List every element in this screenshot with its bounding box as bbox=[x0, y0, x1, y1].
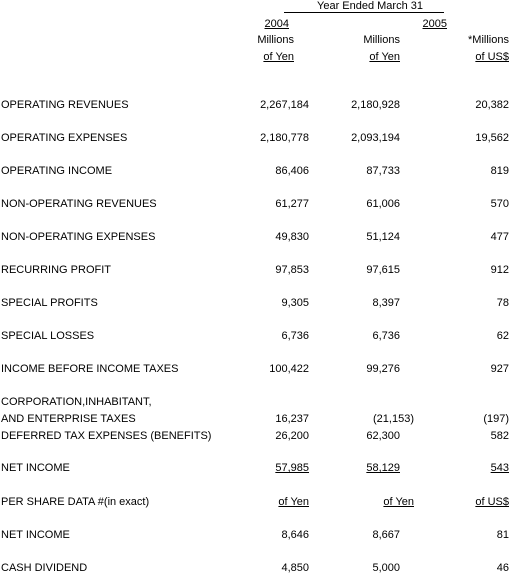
per-share-unit-col3: of US$ bbox=[475, 496, 509, 508]
value-2005: 8,397 bbox=[372, 297, 400, 309]
row-label-operating-expenses: OPERATING EXPENSES bbox=[1, 132, 128, 144]
value-usd: 78 bbox=[496, 297, 509, 309]
value-2004: 6,736 bbox=[281, 330, 309, 342]
value-usd: 912 bbox=[490, 264, 509, 276]
row-label-net-income-per-share: NET INCOME bbox=[1, 529, 70, 541]
col2-unit-line1: Millions bbox=[363, 34, 400, 46]
per-share-unit-col1: of Yen bbox=[278, 496, 309, 508]
per-share-unit-col2: of Yen bbox=[383, 496, 414, 508]
row-label-corp-taxes-line1: CORPORATION,INHABITANT, bbox=[1, 396, 152, 408]
value-2004: 100,422 bbox=[269, 363, 309, 375]
col2-unit-line2: of Yen bbox=[369, 51, 400, 63]
value-2004: 2,267,184 bbox=[260, 99, 309, 111]
period-header: Year Ended March 31 bbox=[317, 0, 423, 12]
value-usd: 19,562 bbox=[475, 132, 509, 144]
value-usd: 477 bbox=[490, 231, 509, 243]
value-2005: 6,736 bbox=[372, 330, 400, 342]
value-usd: 927 bbox=[490, 363, 509, 375]
row-label-recurring-profit: RECURRING PROFIT bbox=[1, 264, 111, 276]
value-usd: 81 bbox=[496, 529, 509, 541]
value-usd: 543 bbox=[490, 462, 509, 474]
row-label-cash-dividend: CASH DIVIDEND bbox=[1, 562, 88, 574]
value-usd: 46 bbox=[496, 562, 509, 574]
row-label-deferred-tax: DEFERRED TAX EXPENSES (BENEFITS) bbox=[1, 430, 212, 442]
value-2004: 49,830 bbox=[275, 231, 309, 243]
row-label-nonop-revenues: NON-OPERATING REVENUES bbox=[1, 198, 157, 210]
value-usd: 570 bbox=[490, 198, 509, 210]
col3-unit-line2: of US$ bbox=[475, 51, 509, 63]
period-rule bbox=[284, 12, 444, 13]
row-label-net-income: NET INCOME bbox=[1, 462, 70, 474]
row-label-special-losses: SPECIAL LOSSES bbox=[1, 330, 95, 342]
value-2005: 58,129 bbox=[366, 462, 400, 474]
value-2004: 86,406 bbox=[275, 165, 309, 177]
row-label-income-before-taxes: INCOME BEFORE INCOME TAXES bbox=[1, 363, 179, 375]
col-2004-year: 2004 bbox=[264, 18, 289, 30]
value-2004: 2,180,778 bbox=[260, 132, 309, 144]
value-usd: 62 bbox=[496, 330, 509, 342]
value-2004: 61,277 bbox=[275, 198, 309, 210]
value-2005: 61,006 bbox=[366, 198, 400, 210]
value-2004: 9,305 bbox=[281, 297, 309, 309]
value-2005: 8,667 bbox=[372, 529, 400, 541]
value-2005: 97,615 bbox=[366, 264, 400, 276]
value-2005: 87,733 bbox=[366, 165, 400, 177]
value-usd: 582 bbox=[490, 430, 509, 442]
value-2004: 4,850 bbox=[281, 562, 309, 574]
row-label-special-profits: SPECIAL PROFITS bbox=[1, 297, 98, 309]
value-2005: 51,124 bbox=[366, 231, 400, 243]
value-2004: 8,646 bbox=[281, 529, 309, 541]
col-2005-year: 2005 bbox=[422, 18, 447, 30]
row-label-corp-taxes-line2: AND ENTERPRISE TAXES bbox=[1, 413, 136, 425]
value-2005: 5,000 bbox=[372, 562, 400, 574]
value-2005: (21,153) bbox=[373, 413, 414, 425]
col1-unit-line2: of Yen bbox=[263, 51, 294, 63]
value-usd: 20,382 bbox=[475, 99, 509, 111]
value-usd: 819 bbox=[490, 165, 509, 177]
col1-unit-line1: Millions bbox=[257, 34, 294, 46]
col3-unit-line1: *Millions bbox=[468, 34, 509, 46]
value-usd: (197) bbox=[483, 413, 509, 425]
row-label-operating-income: OPERATING INCOME bbox=[1, 165, 113, 177]
value-2005: 99,276 bbox=[366, 363, 400, 375]
value-2004: 26,200 bbox=[275, 430, 309, 442]
row-label-per-share-data: PER SHARE DATA #(in exact) bbox=[1, 496, 150, 508]
value-2004: 57,985 bbox=[275, 462, 309, 474]
value-2004: 16,237 bbox=[275, 413, 309, 425]
value-2005: 2,180,928 bbox=[351, 99, 400, 111]
value-2005: 2,093,194 bbox=[351, 132, 400, 144]
row-label-nonop-expenses: NON-OPERATING EXPENSES bbox=[1, 231, 156, 243]
value-2004: 97,853 bbox=[275, 264, 309, 276]
row-label-operating-revenues: OPERATING REVENUES bbox=[1, 99, 129, 111]
value-2005: 62,300 bbox=[366, 430, 400, 442]
